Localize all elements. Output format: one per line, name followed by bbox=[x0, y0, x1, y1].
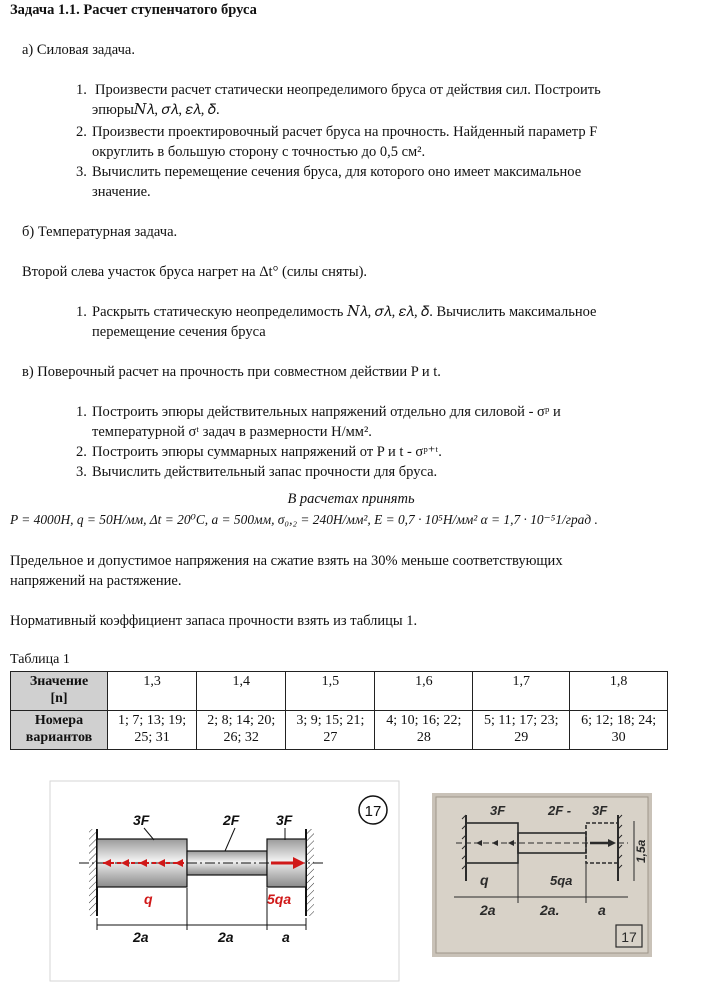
paragraph-compression: напряжений на растяжение. bbox=[10, 573, 182, 589]
photo-label-2f: 2F - bbox=[548, 803, 572, 818]
table-cell bbox=[473, 711, 570, 750]
list-item-text: перемещение сечения бруса bbox=[92, 324, 266, 340]
list-item-number: 2. bbox=[76, 124, 87, 140]
table-cell: 1,5 bbox=[286, 672, 375, 711]
header-text: [n] bbox=[50, 691, 68, 706]
table-header-cell bbox=[11, 711, 108, 750]
paragraph-compression: Предельное и допустимое напряжения на сжатие взять на 30% меньше соответствующих bbox=[10, 553, 563, 569]
cell-text: 4; 10; 16; 22; bbox=[386, 713, 462, 728]
list-item-number: 2. bbox=[76, 444, 87, 460]
table-row bbox=[11, 711, 668, 750]
table-cell bbox=[197, 711, 286, 750]
photo-label-q: q bbox=[480, 872, 489, 888]
photo-dim-2a-second: 2a. bbox=[540, 902, 560, 918]
label-5qa: 5qa bbox=[267, 891, 292, 907]
photo-dim-side: 1,5a bbox=[634, 839, 648, 863]
list-item-text: Произвести проектировочный расчет бруса на прочность. Найденный параметр F bbox=[92, 124, 598, 140]
section-b-intro: Второй слева участок бруса нагрет на Δt° (силы сняты). bbox=[22, 264, 368, 280]
photo-label-3f-left: 3F bbox=[490, 803, 506, 818]
list-item-number: 1. bbox=[76, 304, 87, 320]
photo-label-3f-right: 3F bbox=[592, 803, 608, 818]
table-header-cell bbox=[11, 672, 108, 711]
list-item-number: 3. bbox=[76, 464, 87, 480]
header-text: Значение bbox=[29, 674, 89, 689]
list-item-text: Вычислить действительный запас прочности для бруса. bbox=[92, 464, 438, 480]
table-cell: 1,4 bbox=[197, 672, 286, 711]
list-item-text: Раскрыть статическую неопределимость 𝑁𝜆, 𝜎𝜆, 𝜀𝜆, 𝛿. Вычислить максимальное bbox=[92, 304, 597, 320]
cell-text: 1; 7; 13; 19; bbox=[118, 713, 187, 728]
table-cell: 1,6 bbox=[375, 672, 473, 711]
label-2f: 2F bbox=[223, 812, 240, 828]
bar-scheme-drawing bbox=[49, 780, 400, 982]
list-item-text: значение. bbox=[92, 184, 151, 200]
list-item-number: 3. bbox=[76, 164, 87, 180]
table-row bbox=[11, 672, 668, 711]
cell-text: 30 bbox=[611, 730, 626, 745]
list-item-number: 1. bbox=[76, 404, 87, 420]
table-cell: 1,3 bbox=[108, 672, 197, 711]
label-3f-right: 3F bbox=[276, 812, 293, 828]
header-text: вариантов bbox=[25, 730, 93, 745]
label-q: q bbox=[144, 891, 153, 907]
photo-dim-2a-first: 2a bbox=[480, 902, 496, 918]
section-b-heading: б) Температурная задача. bbox=[22, 224, 178, 240]
page-title: Задача 1.1. Расчет ступенчатого бруса bbox=[10, 2, 257, 18]
table-cell: 1,8 bbox=[570, 672, 668, 711]
table-cell bbox=[375, 711, 473, 750]
cell-text: 3; 9; 15; 21; bbox=[296, 713, 365, 728]
section-c-heading: в) Поверочный расчет на прочность при совместном действии P и t. bbox=[22, 364, 441, 380]
table-caption: Таблица 1 bbox=[10, 652, 70, 667]
safety-factor-table bbox=[10, 671, 668, 750]
photo-label-5qa: 5qa bbox=[550, 873, 573, 888]
list-item-text: Построить эпюры суммарных напряжений от P и t - σᵖ⁺ᵗ. bbox=[92, 444, 442, 460]
dim-2a-second: 2a bbox=[218, 929, 234, 945]
table-cell bbox=[286, 711, 375, 750]
list-item-text: округлить в большую сторону с точностью до 0,5 см². bbox=[92, 144, 426, 160]
scheme-number: 17 bbox=[364, 803, 382, 820]
photo-scheme-number: 17 bbox=[621, 929, 637, 945]
cell-text: 6; 12; 18; 24; bbox=[581, 713, 657, 728]
list-item-text: Вычислить перемещение сечения бруса, для которого оно имеет максимальное bbox=[92, 164, 582, 180]
cell-text: 5; 11; 17; 23; bbox=[483, 713, 559, 728]
left-wall bbox=[89, 829, 97, 916]
table-cell: 1,7 bbox=[473, 672, 570, 711]
cell-text: 26; 32 bbox=[223, 730, 259, 745]
list-item-text: эпюры𝑁𝜆, 𝜎𝜆, 𝜀𝜆, 𝛿. bbox=[92, 102, 220, 118]
list-item-text: температурной σᵗ задач в размерности Н/мм². bbox=[92, 424, 372, 440]
cell-text: 25; 31 bbox=[134, 730, 170, 745]
cell-text: 28 bbox=[416, 730, 431, 745]
photo-dim-a: a bbox=[598, 902, 606, 918]
cell-text: 27 bbox=[323, 730, 338, 745]
table-cell bbox=[108, 711, 197, 750]
header-text: Номера bbox=[34, 713, 84, 728]
paragraph-safety-factor: Нормативный коэффициент запаса прочности взять из таблицы 1. bbox=[10, 613, 418, 629]
table-cell bbox=[570, 711, 668, 750]
given-heading: В расчетах принять bbox=[287, 491, 415, 507]
list-item-text: Произвести расчет статически неопределимого бруса от действия сил. Построить bbox=[95, 82, 601, 98]
label-3f-left: 3F bbox=[133, 812, 150, 828]
right-wall bbox=[306, 829, 314, 916]
cell-text: 29 bbox=[514, 730, 529, 745]
list-item-text: Построить эпюры действительных напряжений отдельно для силовой - σᵖ и bbox=[92, 404, 561, 420]
cell-text: 2; 8; 14; 20; bbox=[207, 713, 276, 728]
section-a-heading: а) Силовая задача. bbox=[22, 42, 135, 58]
list-item-number: 1. bbox=[76, 82, 87, 98]
dim-a: a bbox=[282, 929, 290, 945]
given-formula: P = 4000Н, q = 50Н/мм, Δt = 20⁰C, a = 500мм, σ₀,₂ = 240Н/мм², E = 0,7 · 10⁵Н/мм² α = 1,7 · 10⁻⁵1/град . bbox=[10, 512, 598, 527]
scheme-photo bbox=[432, 793, 652, 957]
dim-2a-first: 2a bbox=[133, 929, 149, 945]
